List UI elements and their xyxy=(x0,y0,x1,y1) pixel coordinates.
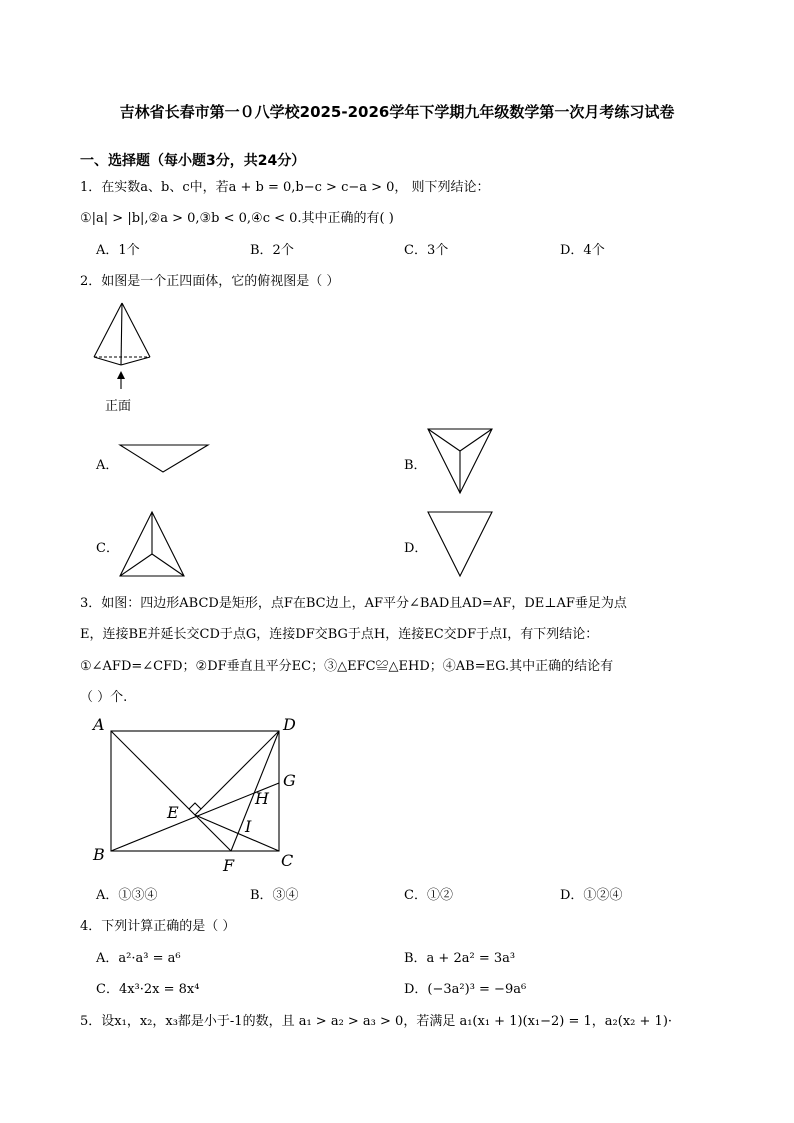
q1-stem: 1．在实数a、b、c中，若a + b = 0,b−c > c−a > 0， 则下列结论： xyxy=(80,180,490,195)
point-label-c: C xyxy=(281,851,294,870)
q2-option-a[interactable]: A． xyxy=(96,458,119,473)
q1-option-c[interactable]: C．3个 xyxy=(404,243,449,258)
q1-statements: ①|a| > |b|,②a > 0,③b < 0,④c < 0.其中正确的有( ) xyxy=(80,211,394,226)
q2-option-a-figure[interactable] xyxy=(118,440,212,476)
q4-option-b[interactable]: B．a + 2a² = 3a³ xyxy=(404,951,516,966)
q4-option-a[interactable]: A．a²·a³ = a⁶ xyxy=(96,951,181,966)
q3-stem-line2: E，连接BE并延长交CD于点G，连接DF交BG于点H，连接EC交DF于点I，有下列结论： xyxy=(80,627,599,642)
rectangle-geometry-figure xyxy=(85,708,305,878)
q3-option-d[interactable]: D．①②④ xyxy=(560,888,623,903)
point-label-g: G xyxy=(283,771,296,790)
q2-option-d-figure[interactable] xyxy=(424,508,498,580)
q4-stem: 4．下列计算正确的是（ ） xyxy=(80,919,236,934)
point-label-d: D xyxy=(283,715,296,734)
q1-option-d[interactable]: D．4个 xyxy=(560,243,605,258)
q2-option-c-figure[interactable] xyxy=(116,508,190,580)
q3-option-a[interactable]: A．①③④ xyxy=(96,888,158,903)
arrow-up-icon xyxy=(117,371,125,379)
q2-option-d[interactable]: D． xyxy=(404,541,428,556)
q5-stem: 5．设x₁，x₂，x₃都是小于-1的数，且 a₁ > a₂ > a₃ > 0，若满足 a₁(x₁ + 1)(x₁−2) = 1，a₂(x₂ + 1)· xyxy=(80,1014,673,1029)
q2-option-b[interactable]: B． xyxy=(404,458,427,473)
page-title: 吉林省长春市第一０八学校2025-2026学年下学期九年级数学第一次月考练习试卷 xyxy=(119,103,675,121)
q1-option-b[interactable]: B．2个 xyxy=(250,243,294,258)
point-label-i: I xyxy=(245,817,252,836)
section-heading: 一、选择题（每小题3分，共24分） xyxy=(80,153,306,169)
point-label-b: B xyxy=(93,845,105,864)
point-label-a: A xyxy=(93,715,105,734)
q2-stem: 2．如图是一个正四面体，它的俯视图是（ ） xyxy=(80,274,340,289)
q4-option-c[interactable]: C．4x³·2x = 8x⁴ xyxy=(96,982,200,997)
q2-option-b-figure[interactable] xyxy=(424,425,498,497)
q1-option-a[interactable]: A．1个 xyxy=(96,243,140,258)
q3-option-c[interactable]: C．①② xyxy=(404,888,453,903)
q3-option-b[interactable]: B．③④ xyxy=(250,888,299,903)
q4-option-d[interactable]: D．(−3a²)³ = −9a⁶ xyxy=(404,982,527,997)
q2-option-c[interactable]: C． xyxy=(96,541,119,556)
front-view-label: 正面 xyxy=(105,399,132,414)
q3-stem-line1: 3．如图：四边形ABCD是矩形，点F在BC边上，AF平分∠BAD且AD=AF，DE⊥AF垂足为点 xyxy=(80,596,627,611)
q3-stem-line4: （ ）个. xyxy=(80,690,128,705)
point-label-f: F xyxy=(223,856,235,875)
point-label-e: E xyxy=(167,803,179,822)
q3-stem-line3: ①∠AFD=∠CFD；②DF垂直且平分EC；③△EFC≌△EHD；④AB=EG.其中正确的结论有 xyxy=(80,659,614,674)
point-label-h: H xyxy=(255,789,269,808)
